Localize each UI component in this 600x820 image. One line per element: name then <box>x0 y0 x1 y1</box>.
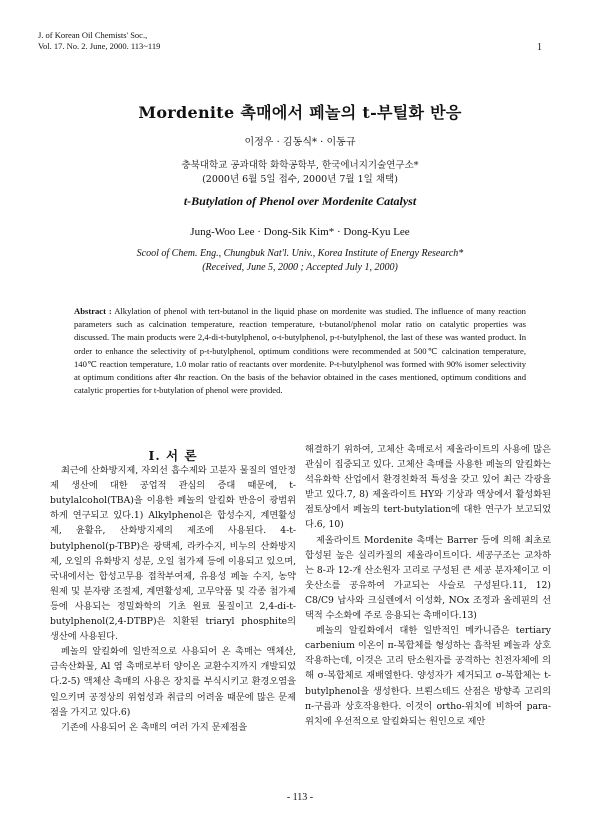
abstract-label: Abstract : <box>74 306 112 316</box>
journal-line-1: J. of Korean Oil Chemists' Soc., <box>38 30 148 40</box>
page-footer: - 113 - <box>286 792 314 803</box>
title-english: t-Butylation of Phenol over Mordenite Catalyst <box>183 194 417 208</box>
affiliation-english: Scool of Chem. Eng., Chungbuk Nat'l. Univ., Korea Institute of Energy Research* <box>136 248 464 259</box>
paragraph: 페놀의 알킬화에 일반적으로 사용되어 온 촉매는 액체산, 금속산화물, Al 염 촉매로부터 양이온 교환수지까지 개발되었다.2-5) 액체산 촉매의 사용은 장치를 부식시키고 환경오염을 일으키며 공정상의 위험성과 취급의 어려움 때문에 많은 문제점을 가지고 있다.6) <box>50 646 296 718</box>
paragraph: 제올라이트 Mordenite 촉매는 Barrer 등에 의해 최초로 합성된 높은 실리카질의 제올라이트이다. 세공구조는 교차하는 8-과 12-개 산소원자 고리로 구성된 큰 세공 분자체이고 이웃산소를 공유하여 가교되는 사슬로 구성된다.11, 12) C8/C9 납사와 크실렌에서 이성화, NOx 조정과 올레핀의 선택적 수소화에 주로 응용되는 촉매이다.13) <box>305 534 551 622</box>
abstract <box>74 305 526 397</box>
journal-citation <box>38 30 160 52</box>
paragraph: 최근에 산화방지제, 자외선 흡수제와 고분자 물질의 열안정제 생산에 대한 공업적 관심의 증대 때문에, t-butylalcohol(TBA)을 이용한 페놀의 알킬화 반응이 광범위하게 연구되고 있다.1) Alkylphenol은 합성수지, 계면활성제, 윤활유, 산화방지제의 제조에 사용된다. 4-t-butylphenol(p-TBP)은 광택제, 라카수지, 비누의 산화방지제, 오일의 유화방지 성분, 오일 첨가제 등에 이용되고 있으며, 국내에서는 합성고무용 접착부여제, 유용성 페놀 수지, 농약 원제 및 분자량 조절제, 계면활성제, 고무약품 및 각종 첨가제 등에 사용되는 정밀화학의 기초 원료 물질이고 2,4-di-t-butylphenol(2,4-DTBP)은 치환된 triaryl phosphite의 생산에 사용된다. <box>50 465 296 643</box>
title-korean: Mordenite 촉매에서 페놀의 t-부틸화 반응 <box>138 103 462 122</box>
received-english: (Received, June 5, 2000 ; Accepted July 1, 2000) <box>202 262 398 273</box>
section-heading-introduction: Ⅰ. 서 론 <box>148 448 198 463</box>
page-number: 1 <box>537 42 542 53</box>
authors-korean: 이정우 · 김동식* · 이동규 <box>244 137 356 148</box>
column-right <box>305 442 551 729</box>
column-left <box>50 448 296 735</box>
paragraph: 기존에 사용되어 온 촉매의 여러 가지 문제점을 <box>61 721 248 733</box>
paragraph: 페놀의 알킬화에서 대한 일반적인 메카니즘은 tertiary carbenium 이온이 π-복합체를 형성하는 흡착된 페놀과 상호작용하는데, 이것은 고리 탄소원자를 공격하는 친전자체에 의해 σ-복합체로 재배열한다. 양성자가 제거되고 σ-복합체는 t-butylphenol을 생성한다. 브뢴스테드 산점은 방향족 고리의 π-구름과 상호작용한다. 이것이 ortho-위치에 비하여 para-위치에 우선적으로 알킬화되는 원인으로 제안 <box>305 625 551 727</box>
abstract-text: Alkylation of phenol with tert-butanol in the liquid phase on mordenite was studied. The influence of many reaction parameters such as calcination temperature, reaction temperature, t-butanol/phenol molar ratio on catalytic properties was discussed. The main products were 2,4-di-t-butylphenol, o-t-butylphenol, p-t-butylphenol, the last of these was wanted product. In order to enhance the selectivity of p-t-butylphenol, optimum conditions were recommended at 500℃ calcination temperature, 140℃ reaction temperature, 1.0 molar ratio of reactants over mordenite. P-t-butylphenol was formed with 90% isomer selectivity at optimum conditions after 4hr reaction. On the basis of the behavior obtained in the cases mentioned, optimum conditions and catalytic properties for t-butylation of phenol were provided. <box>74 306 526 396</box>
affiliation-korean: 충북대학교 공과대학 화학공학부, 한국에너지기술연구소* <box>181 160 419 171</box>
authors-english: Jung-Woo Lee · Dong-Sik Kim* · Dong-Kyu Lee <box>190 226 410 238</box>
paragraph: 해결하기 위하여, 고체산 촉매로서 제올라이트의 사용에 많은 관심이 집중되고 있다. 고체산 촉매를 사용한 페놀의 알킬화는 석유화학 산업에서 환경친화적 특성을 갖고 있어 최근 각광을 받고 있다.7, 8) 제올라이트 HY와 기상과 액상에서 활성화된 점토상에서 페놀의 tert-butylation에 대한 연구가 보고되었다.6, 10) <box>305 444 551 531</box>
received-korean: (2000년 6월 5일 접수, 2000년 7월 1일 채택) <box>202 174 398 185</box>
journal-line-2: Vol. 17. No. 2. June, 2000. 113~119 <box>38 41 161 51</box>
